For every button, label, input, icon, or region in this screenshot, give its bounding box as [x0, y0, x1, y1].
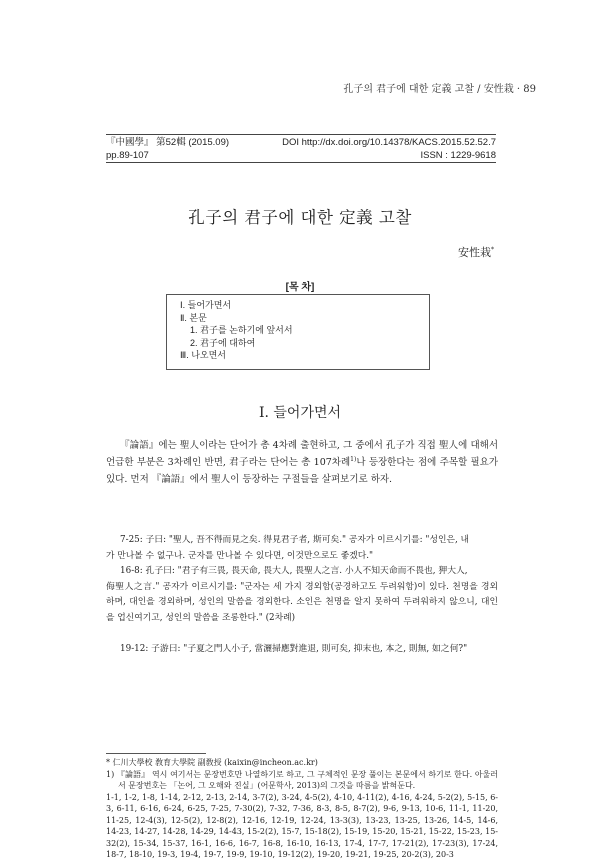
- quote-19-12: [106, 642, 498, 658]
- table-of-contents: [180, 299, 293, 362]
- footnote-ref-1[interactable]: 1): [350, 455, 357, 463]
- intro-text-a: 『論語』에는 聖人이라는 단어가 총 4차례 출현하고, 그 중에서 孔子가 직접 聖人에 대해서 언급한 부분은 3차례인 반면, 君子라는 단어는 총 107차례: [106, 440, 498, 468]
- quote-line: 侮聖人之言." 공자가 이르시기를: "군자는 세 가지 경외함(공경하고도 두려워함)이 있다. 천명을 경외하며, 대인을 경외하며, 성인의 말씀을 경외한다. 소인은 천명을 알지 못하여 두려워하지 않으니, 대인을 업신여기고, 성인의 말씀을 조롱한다." (2차례): [106, 581, 498, 623]
- toc-item-main-body[interactable]: Ⅱ. 본문: [180, 312, 207, 323]
- journal-meta: [106, 136, 496, 162]
- author: [458, 244, 494, 260]
- quote-line: 가 만나볼 수 없구나. 군자를 만나볼 수 있다면, 이것만으로도 좋겠다.": [106, 550, 374, 561]
- toc-item-on-junzi[interactable]: 2. 君子에 대하여: [190, 337, 256, 348]
- toc-item-introduction[interactable]: Ⅰ. 들어가면서: [180, 300, 232, 310]
- footnotes: [106, 757, 498, 861]
- paper-title: 孔子의 君子에 대한 定義 고찰: [188, 208, 412, 227]
- toc-item-conclusion[interactable]: Ⅲ. 나오면서: [180, 350, 226, 360]
- section-heading: Ⅰ. 들어가면서: [258, 405, 342, 421]
- quote-line: 7-25: 子曰: "聖人, 吾不得而見之矣. 得見君子者, 斯可矣." 공자가 이르시기를: "성인은, 내: [120, 535, 470, 545]
- quote-16-8: [106, 564, 498, 626]
- quote-7-25: [106, 533, 498, 564]
- footnote-1: 1) 『論語』 역시 여기서는 문장번호만 나열하기로 하고, 그 구체적인 문장 풀이는 본문에서 하기로 한다. 아울러서 문장번호는 「논어, 그 오해와 진실」(어문학사, 2013)의 그것을 따름을 밝혀둔다.: [106, 769, 498, 790]
- intro-text-b: 나 등장한다는 점에 주목할 필요가 있다. 먼저 『論語』에서 聖人이 등장하는 구절들을 살펴보기로 하자.: [106, 457, 498, 485]
- intro-paragraph: [106, 437, 498, 488]
- quote-line: 16-8: 孔子曰: "君子有三畏, 畏天命, 畏大人, 畏聖人之言. 小人不知天命而不畏也, 狎大人,: [120, 566, 468, 576]
- footnote-rule: [106, 753, 206, 754]
- toc-item-preliminary[interactable]: 1. 君子를 논하기에 앞서서: [190, 325, 293, 335]
- journal-citation: 『中國學』 第52輯 (2015.09): [106, 137, 230, 148]
- header-rule-bottom: [106, 162, 496, 163]
- author-footnote-mark: *: [491, 246, 494, 254]
- footnote-affiliation: * 仁川大學校 敎育大學院 副敎授 (kaixin@incheon.ac.kr): [106, 758, 318, 767]
- quote-line: 19-12: 子游曰: "子夏之門人小子, 當灑掃應對進退, 則可矣, 抑末也, 本之, 則無, 如之何?": [120, 644, 468, 654]
- journal-issn: ISSN : 1229-9618: [420, 150, 496, 161]
- footnote-references: 1-1, 1-2, 1-8, 1-14, 2-12, 2-13, 2-14, 3-7(2), 3-24, 4-5(2), 4-10, 4-11(2), 4-16, 4-24, 5-2(2), 5-15, 6-3, 6-11, 6-16, 6-24, 6-25, 7-25, 7-30(2), 7-32, 7-36, 8-3, 8-5, 8-7(2), 9-6, 9-13, 10-6, 11-1, 11-20, 11-25, 12-4(3), 12-5(2), 12-8(2), 12-16, 12-19, 12-24, 13-3(3), 13-23, 13-25, 13-26, 14-5, 14-6, 14-23, 14-27, 14-28, 14-29, 14-43, 15-2(2), 15-7, 15-18(2), 15-19, 15-20, 15-21, 15-22, 15-23, 15-32(2), 15-34, 15-37, 16-1, 16-6, 16-7, 16-8, 16-10, 16-13, 17-4, 17-7, 17-21(2), 17-23(3), 17-24, 18-7, 18-10, 19-3, 19-4, 19-7, 19-9, 19-10, 19-12(2), 19-20, 19-21, 19-25, 20-2(3), 20-3: [106, 792, 498, 859]
- journal-pages: pp.89-107: [106, 150, 149, 161]
- journal-doi[interactable]: DOI http://dx.doi.org/10.14378/KACS.2015.52.52.7: [282, 137, 496, 148]
- author-name: 安性栽: [458, 246, 491, 259]
- toc-label: [목 차]: [285, 282, 315, 293]
- header-rule-top: [106, 134, 496, 135]
- running-header: 孔子의 君子에 대한 定義 고찰 / 安性栽 · 89: [343, 84, 536, 95]
